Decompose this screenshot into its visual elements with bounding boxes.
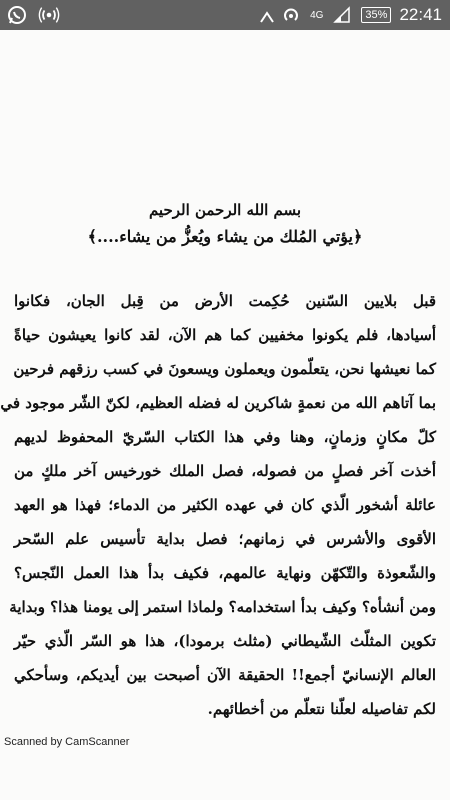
signal-icon [331,4,353,26]
status-bar [0,0,450,30]
text-line: أخذت آخر فصلٍ من فصوله، فصل الملك خورخيس آخر ملكٍ من [14,462,436,480]
text-line: كما نعيشها نحن، يتعلّمون ويعملون ويسعونَ في كسب رزقهم فرحين [13,360,436,378]
text-line: أسيادها، فلم يكونوا مخفيين كما هم الآن، لقد كانوا يعيشون حياةً [14,326,436,344]
text-line: كلّ مكانٍ وزمانٍ، وهنا وفي هذا الكتاب السّريّ المحفوظ لديهم [14,428,436,446]
whatsapp-icon [6,4,28,26]
clock-time: 22:41 [399,5,442,24]
basmala-heading: بسم الله الرحمن الرحيم [148,201,302,219]
scanner-watermark: Scanned by CamScanner [4,736,130,748]
text-line: عائلة أشخور الّذي كان في عهده الكثير من الدماء؛ فهذا هو العهد [14,496,436,514]
text-line: ومن أنشأه؟ وكيف بدأ استخدامه؟ ولماذا استمر إلى يومنا هذا؟ وبداية [9,598,436,616]
text-line: لكم تفاصيله لعلّنا نتعلّم من أخطائهم. [207,700,436,718]
text-line: تكوين المثلّث الشّيطاني (مثلث برمودا)، هذا هو السّر الّذي حيّر [14,632,436,650]
network-type: 4G [310,9,324,21]
body-paragraph [0,284,436,726]
hotspot-icon [280,4,302,26]
text-line: الأقوى والأشرس في زمانهم؛ فصل بداية تأسيس علم السّحر [14,530,436,548]
verse-line: ﴿يؤتي المُلك من يشاء ويُعزُّ من يشاء....﴾ [87,227,363,246]
text-line: العالم الإنسانيّ أجمع!! الحقيقة الآن أصبحت بين أيديكم، وسأحكي [14,666,436,684]
radio-broadcast-icon [38,4,60,26]
scanned-page [0,30,450,800]
battery-level: 35% [361,7,391,23]
notification-up-icon [256,6,278,28]
text-line: والشّعوذة والتّكهّن ونهاية عالمهم، فكيف بدأ هذا العمل النّجس؟ [14,564,436,582]
text-line: قبل بلايين السّنين حُكِمت الأرض من قِبل الجان، فكانوا [14,292,436,310]
text-line: بما آتاهم الله من نعمةٍ شاكرين له فضله العظيم، لكنّ الشّر موجود في [0,394,436,412]
